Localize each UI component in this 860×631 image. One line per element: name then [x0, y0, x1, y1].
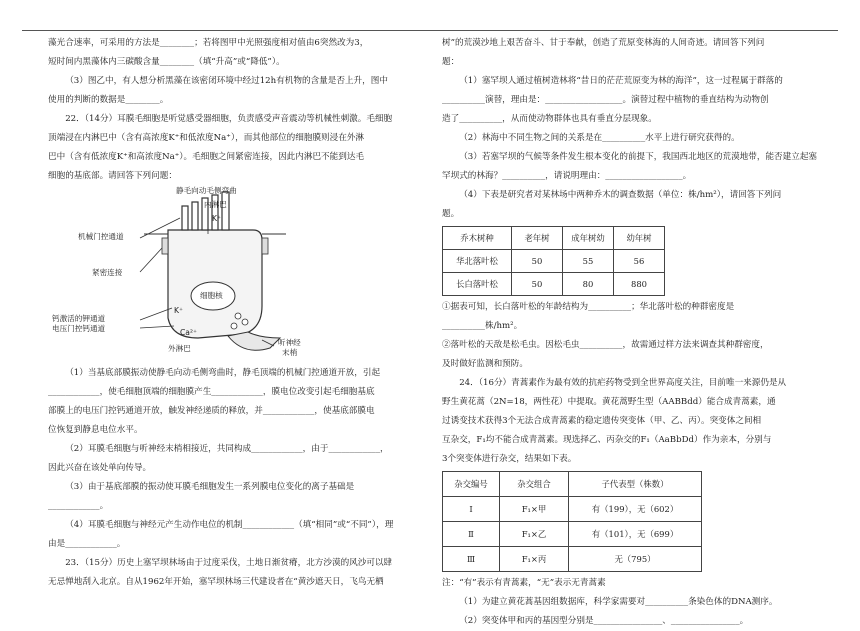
text-line: 及时做好监测和预防。 — [442, 359, 528, 369]
text-line: 顶端浸在内淋巴中（含有高浓度K⁺和低浓度Na⁺），而其他部位的细胞膜则浸在外淋 — [48, 133, 365, 143]
text-line: 罕坝式的林海？__________，请说明理由：__________________。 — [442, 171, 692, 181]
text-line: 过诱变技术获得3个无法合成青蒿素的稳定遗传突变体（甲、乙、丙）。突变体之间相 — [442, 416, 762, 426]
text-line: 因此兴奋在该处单向传导。 — [48, 463, 152, 473]
text-line: 使用的判断的数据是________。 — [48, 95, 169, 105]
text-line: 短时间内黑藻体内三碳酸含量________（填“升高”或“降低”）。 — [48, 57, 285, 67]
table-cell: 长白落叶松 — [443, 273, 512, 296]
text-line: 巴中（含有低浓度K⁺和高浓度Na⁺）。毛细胞之间紧密连接，因此内淋巴不能到达毛 — [48, 152, 365, 162]
table-row — [443, 250, 665, 273]
table-row — [443, 547, 702, 572]
text-line: ②落叶松的天敌是松毛虫。因松毛虫__________，故需通过样方法来调查其种群密度， — [442, 340, 769, 350]
figure-label-mech-channel: 机械门控通道 — [78, 232, 124, 241]
table-cell: 80 — [563, 273, 614, 296]
question-22-stem: 22．（14分）耳膜毛细胞是听觉感受器细胞，负责感受声音震动等机械性刺激。毛细胞 — [65, 114, 393, 124]
table-row — [443, 497, 702, 522]
table-cell: F₁×丙 — [500, 547, 569, 572]
hair-cell-figure — [48, 188, 400, 358]
table-note: 注：“有”表示有青蒿素，“无”表示无青蒿素 — [442, 578, 606, 588]
table-cell: 无（795） — [569, 547, 702, 572]
text-line: ①据表可知，长白落叶松的年龄结构为__________；华北落叶松的种群密度是 — [442, 302, 735, 312]
figure-label-k: K⁺ — [212, 214, 221, 223]
text-line: （1）为建立黄花蒿基因组数据库，科学家需要对__________条染色体的DNA测序。 — [459, 597, 778, 607]
text-line: 由是____________。 — [48, 539, 126, 549]
table-header-cell: 子代表型（株数） — [569, 472, 702, 497]
table-cell: 50 — [512, 250, 563, 273]
table-header-cell: 杂交编号 — [443, 472, 500, 497]
text-line: 位恢复到静息电位水平。 — [48, 425, 143, 435]
text-line: （1）塞罕坝人通过植树造林将“昔日的茫茫荒原变为林的海洋”，这一过程属于群落的 — [459, 76, 783, 86]
text-line: （2）耳膜毛细胞与听神经末梢相接近，共同构成____________，由于____________， — [65, 444, 389, 454]
table-cell: Ⅲ — [443, 547, 500, 572]
figure-label-k-side: K⁺ — [174, 306, 183, 315]
figure-label-tight-junction: 紧密连接 — [92, 268, 123, 277]
table-row — [443, 273, 665, 296]
question-24-stem: 24．（16分）青蒿素作为最有效的抗疟药物受到全世界高度关注，目前唯一来源仍是从 — [459, 378, 787, 388]
table-cell: Ⅰ — [443, 497, 500, 522]
table-header-cell: 乔木树种 — [443, 227, 512, 250]
table-cell: F₁×乙 — [500, 522, 569, 547]
header-rule — [22, 30, 838, 31]
question-23-stem: 23．（15分）历史上塞罕坝林场由于过度采伐，土地日渐贫瘠，北方沙漠的风沙可以肆 — [65, 558, 393, 568]
text-line: 题： — [442, 57, 460, 67]
table-row — [443, 522, 702, 547]
table-cell: Ⅱ — [443, 522, 500, 547]
text-line: 细胞的基底部。请回答下列问题： — [48, 171, 177, 181]
text-line: 野生黄花蒿（2N=18，两性花）中提取。黄花蒿野生型（AABBdd）能合成青蒿素，通 — [442, 397, 776, 407]
table-header-row — [443, 227, 665, 250]
text-line: 题。 — [442, 209, 460, 219]
table-header-cell: 杂交组合 — [500, 472, 569, 497]
figure-label-ca-k-channel: 钙激活的钾通道 — [52, 314, 106, 323]
text-line: 树”的荒漠沙地上艰苦奋斗、甘于奉献，创造了荒原变林海的人间奇迹。请回答下列问 — [442, 38, 765, 48]
table-cell: 50 — [512, 273, 563, 296]
text-line: 藻光合速率，可采用的方法是________；若将图甲中光照强度相对值由6突然改为3， — [48, 38, 369, 48]
cross-results-table — [442, 471, 702, 572]
table-cell: 有（101），无（699） — [569, 522, 702, 547]
table-cell: 华北落叶松 — [443, 250, 512, 273]
text-line: __________株/hm²。 — [442, 321, 523, 331]
text-line: （2）林海中不同生物之间的关系是在__________水平上进行研究获得的。 — [459, 133, 740, 143]
figure-label-nerve: 听神经 — [278, 338, 301, 347]
figure-label-nerve-ending: 末梢 — [282, 348, 298, 357]
figure-label-outer-lymph: 外淋巴 — [168, 344, 191, 353]
text-line: （3）图乙中，有人想分析黑藻在该密闭环境中经过12h有机物的含量是否上升，图中 — [65, 76, 388, 86]
figure-label-ca-channel: 电压门控钙通道 — [52, 324, 106, 333]
text-line: （4）耳膜毛细胞与神经元产生动作电位的机制____________（填“相同”或“不同”），理 — [65, 520, 394, 530]
text-line: ____________。 — [48, 501, 109, 511]
table-cell: 有（199），无（602） — [569, 497, 702, 522]
table-header-cell: 老年树 — [512, 227, 563, 250]
text-line: 无忌惮地刮入北京。自从1962年开始，塞罕坝林场三代建设者在“黄沙遮天日，飞鸟无栖 — [48, 577, 384, 587]
text-line: （1）当基底部膜振动使静毛向动毛侧弯曲时，静毛顶端的机械门控通道开放，引起 — [65, 368, 381, 378]
text-line: 造了__________，从而使动物群体也具有垂直分层现象。 — [442, 114, 657, 124]
text-line: （3）由于基底部膜的振动使耳膜毛细胞发生一系列膜电位变化的离子基础是 — [65, 482, 355, 492]
table-cell: F₁×甲 — [500, 497, 569, 522]
text-line: ____________，使毛细胞顶端的细胞膜产生____________，膜电位改变引起毛细胞基底 — [48, 387, 375, 397]
text-line: __________演替，理由是：__________________。演替过程中植物的垂直结构为动物创 — [442, 95, 769, 105]
text-line: （3）若塞罕坝的气候等条件发生根本变化的前提下，我国西北地区的荒漠地带，能否建立起塞 — [459, 152, 818, 162]
table-cell: 880 — [614, 273, 665, 296]
table-header-cell: 成年树幼 — [563, 227, 614, 250]
text-line: （4）下表是研究者对某林场中两种乔木的调查数据（单位：株/hm²），请回答下列问 — [459, 190, 782, 200]
table-header-row — [443, 472, 702, 497]
table-header-cell: 幼年树 — [614, 227, 665, 250]
figure-label-inner-lymph: 内淋巴 — [204, 200, 227, 209]
right-column — [442, 34, 818, 631]
figure-label-ca: Ca²⁺ — [180, 328, 198, 337]
figure-title: 静毛向动毛侧弯曲 — [176, 186, 237, 195]
table-cell: 55 — [563, 250, 614, 273]
text-line: 互杂交，F₁均不能合成青蒿素。现选择乙、丙杂交的F₁（AaBbDd）作为亲本，分别与 — [442, 435, 772, 445]
text-line: （2）突变体甲和丙的基因型分别是________________、________________。 — [459, 616, 749, 626]
table-cell: 56 — [614, 250, 665, 273]
text-line: 3个突变体进行杂交，结果如下表。 — [442, 454, 577, 464]
left-column — [48, 34, 400, 592]
figure-label-nucleus: 细胞核 — [200, 291, 223, 300]
tree-survey-table — [442, 226, 665, 296]
text-line: 部膜上的电压门控钙通道开放，触发神经递质的释放，并____________，使基底部膜电 — [48, 406, 375, 416]
